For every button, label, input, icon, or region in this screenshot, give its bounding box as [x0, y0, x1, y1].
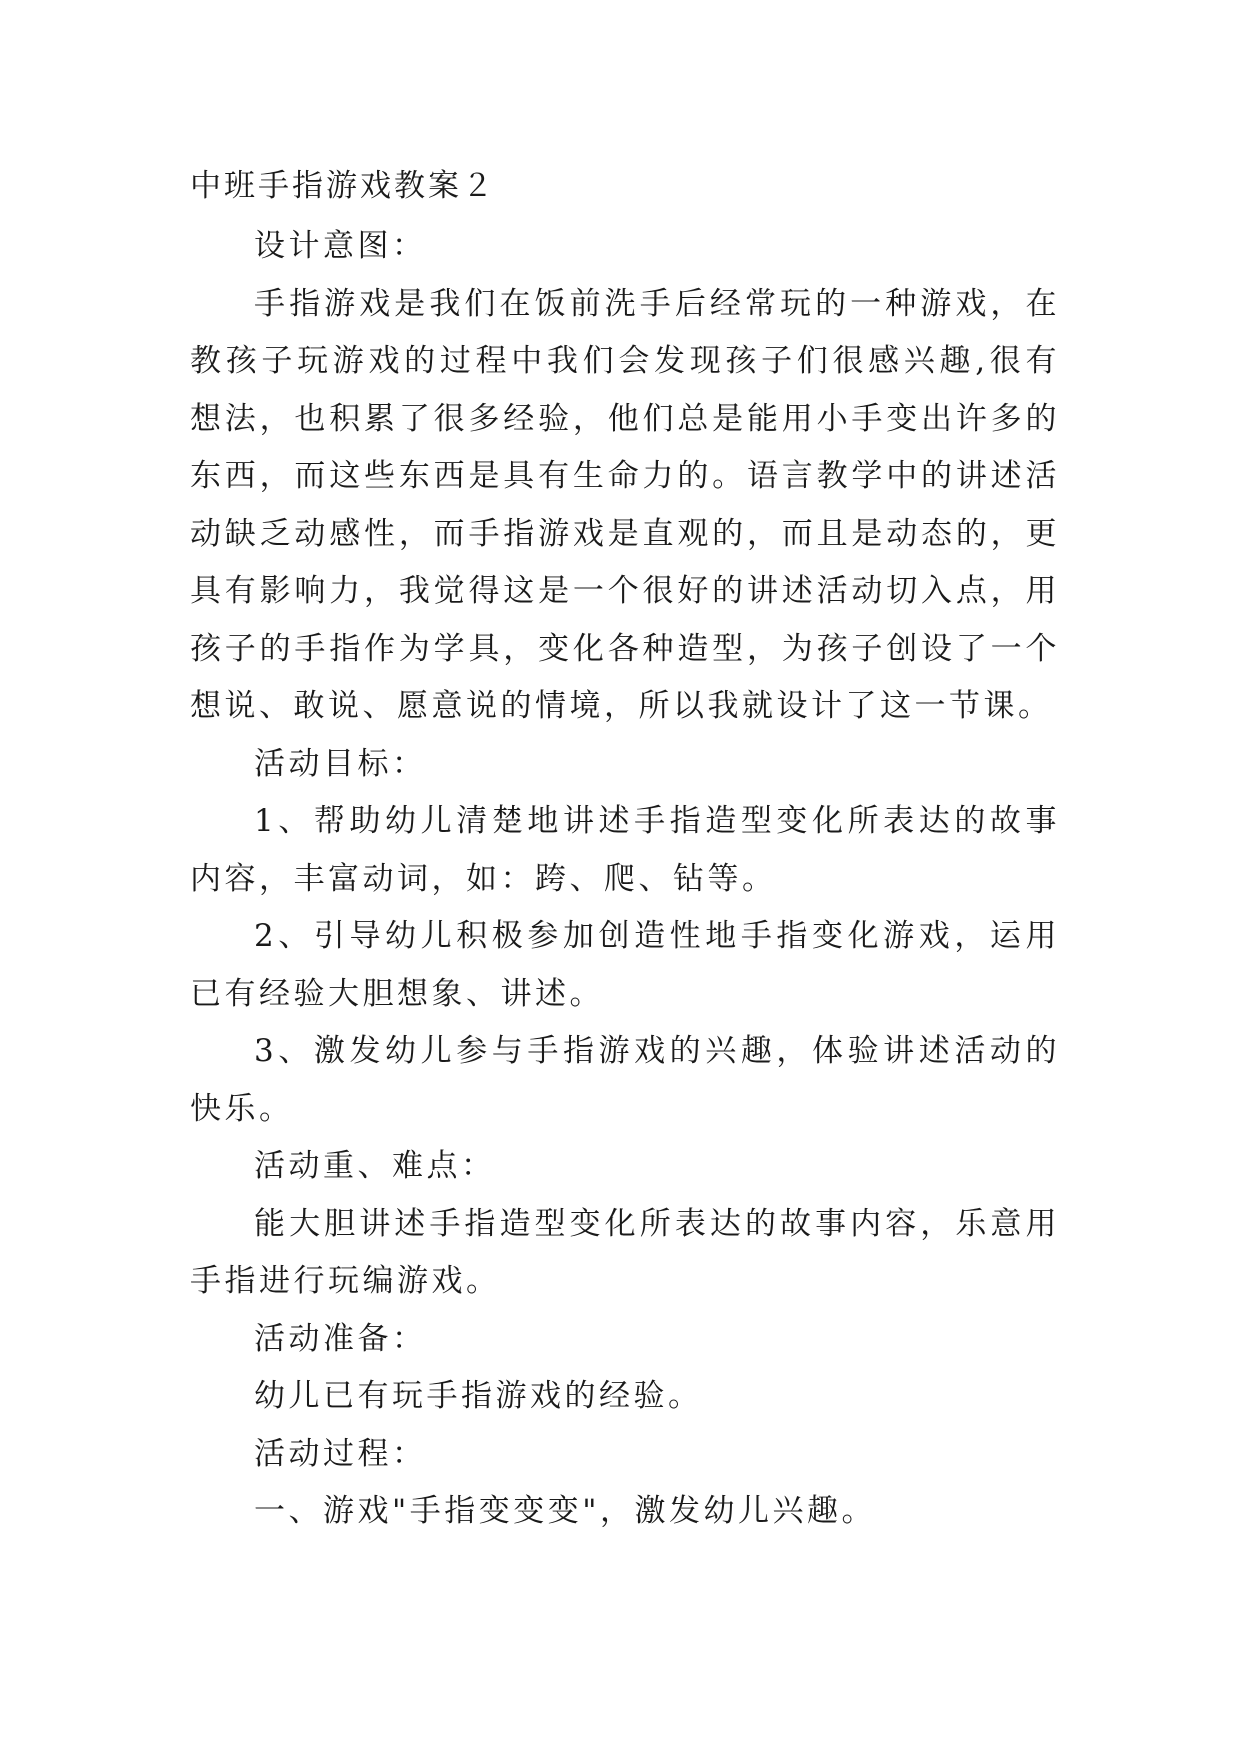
paragraph-goal-1: 1、帮助幼儿清楚地讲述手指造型变化所表达的故事内容，丰富动词，如：跨、爬、钻等。 [190, 803, 1060, 897]
document-title: 中班手指游戏教案２ [190, 168, 496, 204]
paragraph-design-intent: 手指游戏是我们在饭前洗手后经常玩的一种游戏，在教孩子玩游戏的过程中我们会发现孩子们很感兴趣,很有想法，也积累了很多经验，他们总是能用小手变出许多的东西，而这些东西是具有生命力的。语言教学中的讲述活动缺乏动感性，而手指游戏是直观的，而且是动态的，更具有影响力，我觉得这是一个很好的讲述活动切入点，用孩子的手指作为学具，变化各种造型，为孩子创设了一个想说、敢说、愿意说的情境，所以我就设计了这一节课。 [190, 285, 1060, 724]
document-body [190, 218, 1060, 1541]
paragraph-design-intent-heading: 设计意图： [254, 228, 427, 264]
paragraph-process-step-1: 一、游戏"手指变变变"，激发幼儿兴趣。 [254, 1493, 877, 1529]
paragraph-goal-3: 3、激发幼儿参与手指游戏的兴趣，体验讲述活动的快乐。 [190, 1033, 1060, 1127]
paragraph-preparation-heading: 活动准备： [254, 1320, 427, 1357]
paragraph-goals-heading: 活动目标： [254, 745, 427, 782]
paragraph-preparation: 幼儿已有玩手指游戏的经验。 [254, 1378, 703, 1414]
paragraph-key-points: 能大胆讲述手指造型变化所表达的故事内容，乐意用手指进行玩编游戏。 [190, 1205, 1060, 1299]
paragraph-process-heading: 活动过程： [254, 1435, 427, 1472]
paragraph-key-points-heading: 活动重、难点： [254, 1148, 496, 1184]
paragraph-goal-2: 2、引导幼儿积极参加创造性地手指变化游戏，运用已有经验大胆想象、讲述。 [190, 918, 1060, 1012]
